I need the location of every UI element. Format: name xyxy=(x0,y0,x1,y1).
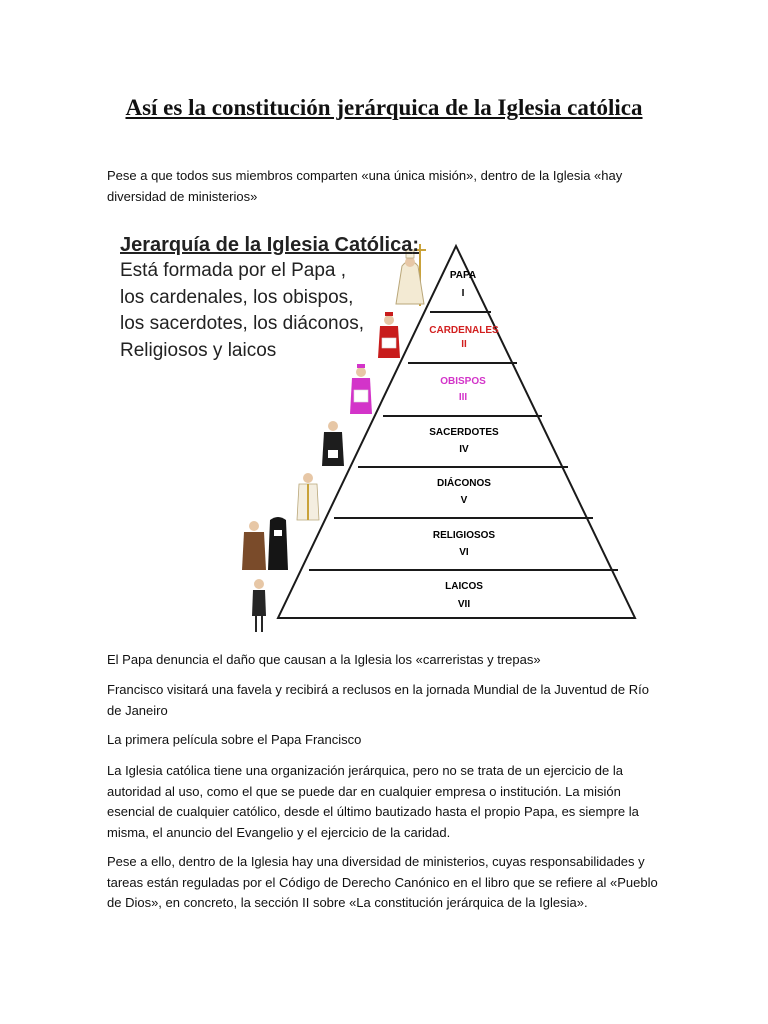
related-link-1: El Papa denuncia el daño que causan a la Iglesia los «carreristas y trepas» xyxy=(107,652,541,667)
figure-line: los sacerdotes, los diáconos, xyxy=(120,313,364,334)
level-numeral: VII xyxy=(457,599,471,610)
level-name: PAPA xyxy=(449,270,477,281)
deacon-figure-icon xyxy=(297,473,319,520)
figure-caption xyxy=(120,232,420,364)
body-paragraph-1: La Iglesia católica tiene una organización jerárquica, pero no se trata de un ejercicio de la autoridad al uso, como el que se puede dar en cualquier empresa o institución. La misión esencial de cualquier católico, desde el último bautizado hasta el propio Papa, es siempre la misma, el anuncio del Evangelio y el ejercicio de la caridad. xyxy=(107,763,639,840)
level-numeral: V xyxy=(460,495,468,506)
level-name: LAICOS xyxy=(445,581,483,592)
level-numeral: II xyxy=(461,339,467,350)
figure-line: Religiosos y laicos xyxy=(120,339,277,361)
level-numeral: VI xyxy=(459,547,469,558)
hierarchy-figure xyxy=(108,226,648,641)
level-name: SACERDOTES xyxy=(429,427,499,438)
intro-paragraph: Pese a que todos sus miembros comparten «una única misión», dentro de la Iglesia «hay diversidad de ministerios» xyxy=(107,168,623,204)
level-numeral: IV xyxy=(459,444,469,455)
lay-person-icon xyxy=(252,579,266,632)
level-name: DIÁCONOS xyxy=(437,478,491,489)
religious-figures-icon xyxy=(242,517,288,570)
level-name: OBISPOS xyxy=(440,376,486,387)
level-name: RELIGIOSOS xyxy=(432,530,496,541)
figure-line: Está formada por el Papa , xyxy=(120,260,347,281)
level-numeral: III xyxy=(458,392,468,403)
figure-heading: Jerarquía de la Iglesia Católica: xyxy=(120,234,420,256)
body-paragraph-2: Pese a ello, dentro de la Iglesia hay una diversidad de ministerios, cuyas responsabilidades y tareas están reguladas por el Código de Derecho Canónico en el libro que se refiere al «Pueblo de Dios», en concreto, la sección II sobre «La constitución jerárquica de la Iglesia». xyxy=(107,854,658,910)
level-name: CARDENALES xyxy=(429,325,499,336)
page-title: Así es la constitución jerárquica de la Iglesia católica xyxy=(125,95,643,120)
level-numeral: I xyxy=(461,288,465,299)
figure-line: los cardenales, los obispos, xyxy=(120,286,354,308)
related-link-3: La primera película sobre el Papa Francisco xyxy=(107,732,362,747)
bishop-figure-icon xyxy=(350,364,372,414)
priest-figure-icon xyxy=(322,421,344,466)
related-link-2: Francisco visitará una favela y recibirá a reclusos en la jornada Mundial de la Juventud de Río de Janeiro xyxy=(107,682,649,718)
